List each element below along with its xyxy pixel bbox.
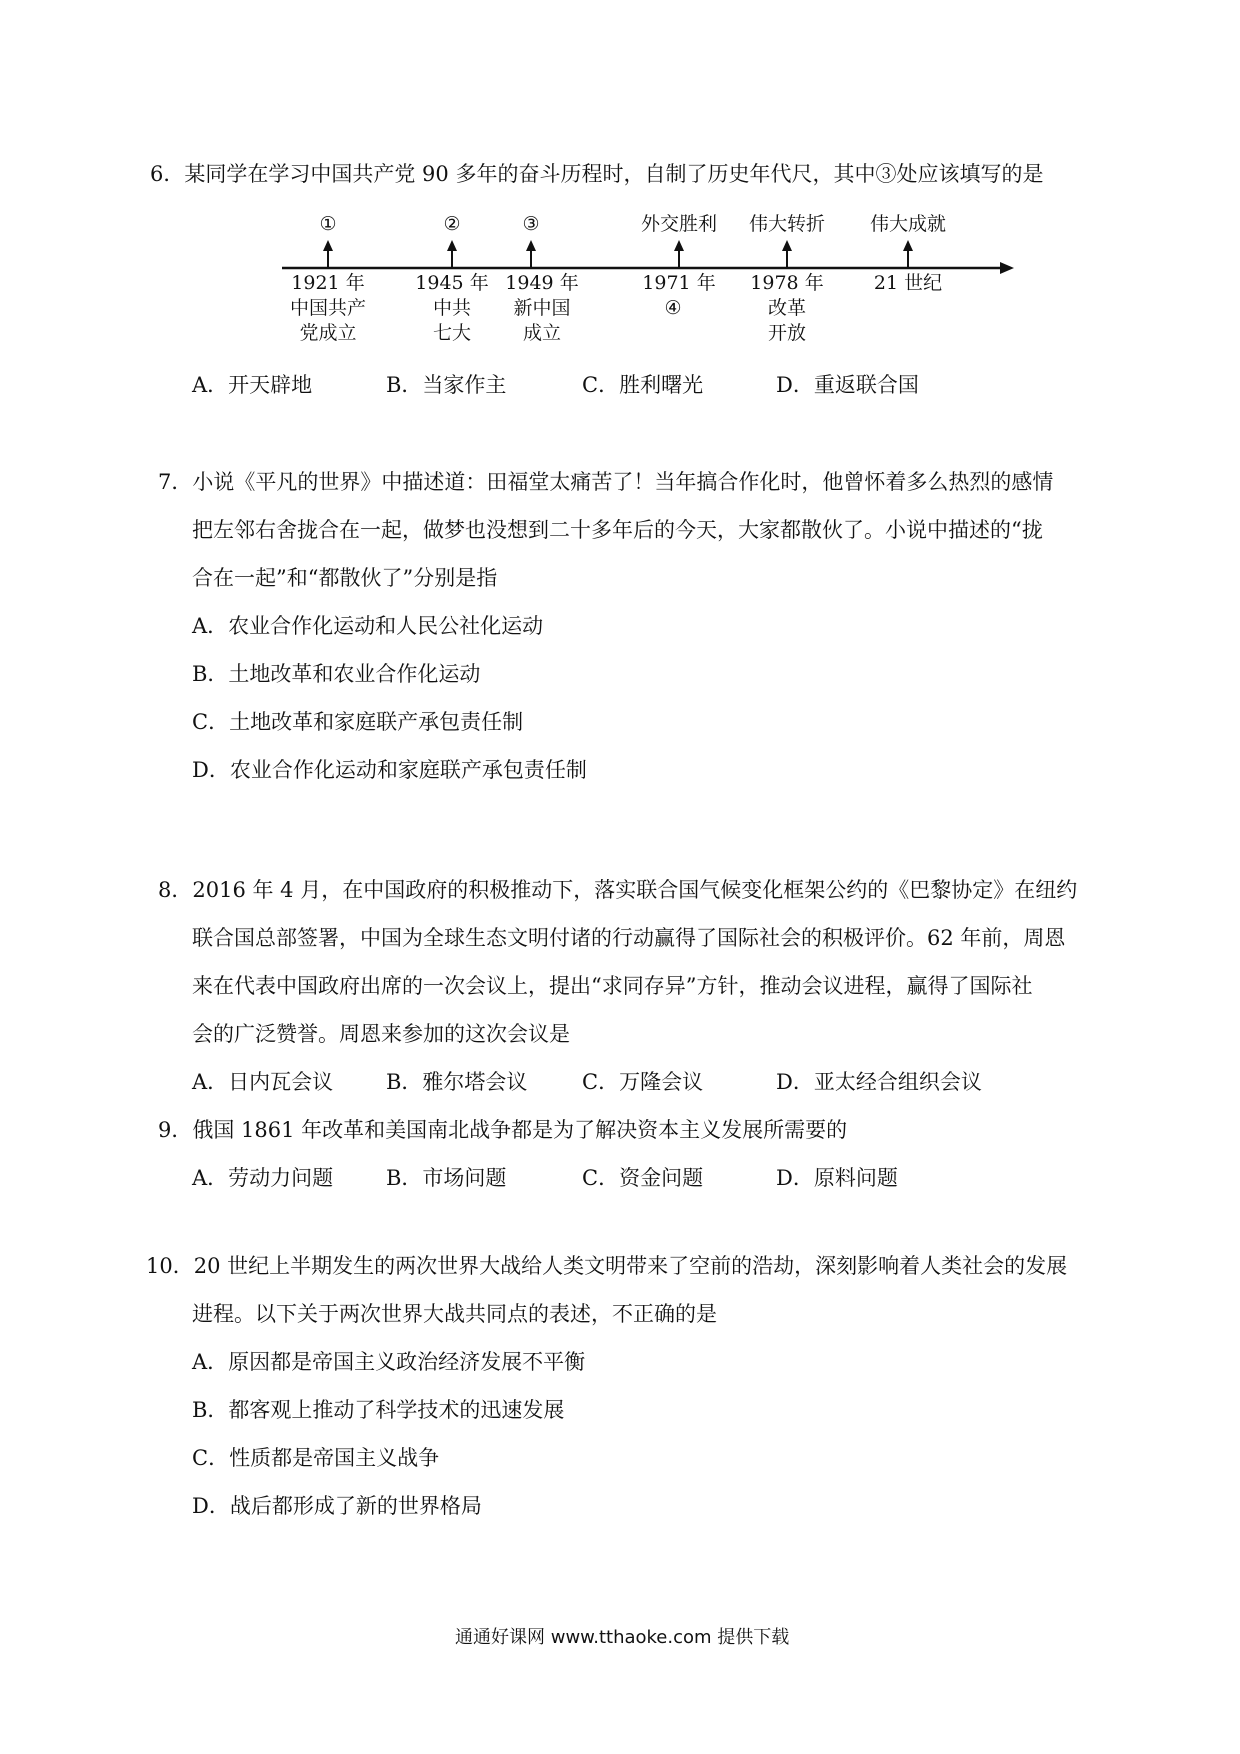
question-10-line-1	[146, 1252, 1067, 1280]
question-8-line-4: 会的广泛赞誉。周恩来参加的这次会议是	[192, 1022, 570, 1046]
timeline-event	[858, 271, 958, 296]
question-number: 7．	[158, 470, 193, 494]
question-9-stem	[158, 1116, 847, 1144]
question-7-option-d: D．农业合作化运动和家庭联产承包责任制	[192, 758, 587, 782]
question-10-option-c: C．性质都是帝国主义战争	[192, 1446, 440, 1470]
question-8-option-d: D．亚太经合组织会议	[776, 1070, 982, 1094]
question-8-line-1	[158, 876, 1077, 904]
question-9-option-b: B．市场问题	[386, 1166, 507, 1190]
event-arrowhead	[447, 240, 457, 251]
question-7-line-2: 把左邻右舍拢合在一起，做梦也没想到二十多年后的今天，大家都散伙了。小说中描述的“拢	[192, 518, 1043, 542]
question-text: 20 世纪上半期发生的两次世界大战给人类文明带来了空前的浩劫，深刻影响着人类社会的发展	[193, 1254, 1068, 1278]
timeline-event	[278, 271, 378, 346]
question-6-option-c: C．胜利曙光	[582, 373, 704, 397]
timeline-top-label: ②	[443, 213, 461, 235]
timeline-arrowhead	[1000, 262, 1014, 274]
question-text: 某同学在学习中国共产党 90 多年的奋斗历程时，自制了历史年代尺，其中③处应该填写的是	[184, 162, 1044, 186]
question-10-line-2: 进程。以下关于两次世界大战共同点的表述，不正确的是	[192, 1302, 717, 1326]
question-8-line-3: 来在代表中国政府出席的一次会议上，提出“求同存异”方针，推动会议进程，赢得了国际社	[192, 974, 1033, 998]
question-text: 小说《平凡的世界》中描述道：田福堂太痛苦了！当年搞合作化时，他曾怀着多么热烈的感情	[192, 470, 1054, 494]
event-desc: 党成立	[299, 322, 357, 344]
question-8-option-a: A．日内瓦会议	[192, 1070, 334, 1094]
question-number: 8．	[158, 878, 193, 902]
page-footer: 通通好课网 www.tthaoke.com 提供下载	[455, 1627, 790, 1648]
question-7-option-a: A．农业合作化运动和人民公社化运动	[192, 614, 544, 638]
timeline-event	[629, 271, 729, 321]
question-7-option-c: C．土地改革和家庭联产承包责任制	[192, 710, 524, 734]
timeline-top-label: ①	[319, 213, 337, 235]
timeline-event	[492, 271, 592, 346]
event-desc: 中国共产	[289, 297, 366, 319]
timeline-event-arrows	[323, 240, 913, 267]
event-year: 1921 年	[291, 272, 365, 294]
timeline-event	[402, 271, 502, 346]
question-6-option-b: B．当家作主	[386, 373, 507, 397]
timeline-event	[737, 271, 837, 346]
timeline-top-label: 伟大转折	[748, 213, 825, 235]
question-9-option-a: A．劳动力问题	[192, 1166, 334, 1190]
timeline-top-label: ③	[522, 213, 540, 235]
question-9-option-d: D．原料问题	[776, 1166, 898, 1190]
timeline-top-label: 外交胜利	[640, 213, 717, 235]
event-year: 1971 年	[642, 272, 716, 294]
event-arrowhead	[526, 240, 536, 251]
event-desc: 新中国	[513, 297, 571, 319]
question-8-option-b: B．雅尔塔会议	[386, 1070, 528, 1094]
question-8-line-2: 联合国总部签署，中国为全球生态文明付诸的行动赢得了国际社会的积极评价。62 年前，周恩	[192, 926, 1066, 950]
question-9-option-c: C．资金问题	[582, 1166, 704, 1190]
timeline-axis-graphic	[0, 0, 1240, 340]
question-text: 俄国 1861 年改革和美国南北战争都是为了解决资本主义发展所需要的	[192, 1118, 848, 1142]
question-7-option-b: B．土地改革和农业合作化运动	[192, 662, 481, 686]
event-desc: 改革	[767, 297, 806, 319]
event-year: 1978 年	[750, 272, 824, 294]
question-10-option-a: A．原因都是帝国主义政治经济发展不平衡	[192, 1350, 586, 1374]
question-8-option-c: C．万隆会议	[582, 1070, 704, 1094]
question-10-option-d: D．战后都形成了新的世界格局	[192, 1494, 482, 1518]
question-7-line-1	[158, 468, 1053, 496]
question-text: 2016 年 4 月，在中国政府的积极推动下，落实联合国气候变化框架公约的《巴黎协定》在纽约	[192, 878, 1078, 902]
event-desc: ④	[664, 297, 682, 319]
question-6-option-a: A．开天辟地	[192, 373, 313, 397]
event-desc: 七大	[432, 322, 471, 344]
question-7-line-3: 合在一起”和“都散伙了”分别是指	[192, 566, 498, 590]
event-year: 1945 年	[415, 272, 489, 294]
event-arrowhead	[674, 240, 684, 251]
question-number: 10．	[146, 1254, 194, 1278]
question-number: 9．	[158, 1118, 193, 1142]
event-desc: 中共	[432, 297, 471, 319]
event-year: 21 世纪	[873, 272, 943, 294]
event-arrowhead	[782, 240, 792, 251]
event-arrowhead	[903, 240, 913, 251]
question-6-option-d: D．重返联合国	[776, 373, 919, 397]
event-arrowhead	[323, 240, 333, 251]
event-desc: 成立	[522, 322, 561, 344]
event-year: 1949 年	[505, 272, 579, 294]
timeline-top-label: 伟大成就	[869, 213, 946, 235]
question-number: 6．	[150, 162, 185, 186]
question-10-option-b: B．都客观上推动了科学技术的迅速发展	[192, 1398, 565, 1422]
event-desc: 开放	[767, 322, 806, 344]
